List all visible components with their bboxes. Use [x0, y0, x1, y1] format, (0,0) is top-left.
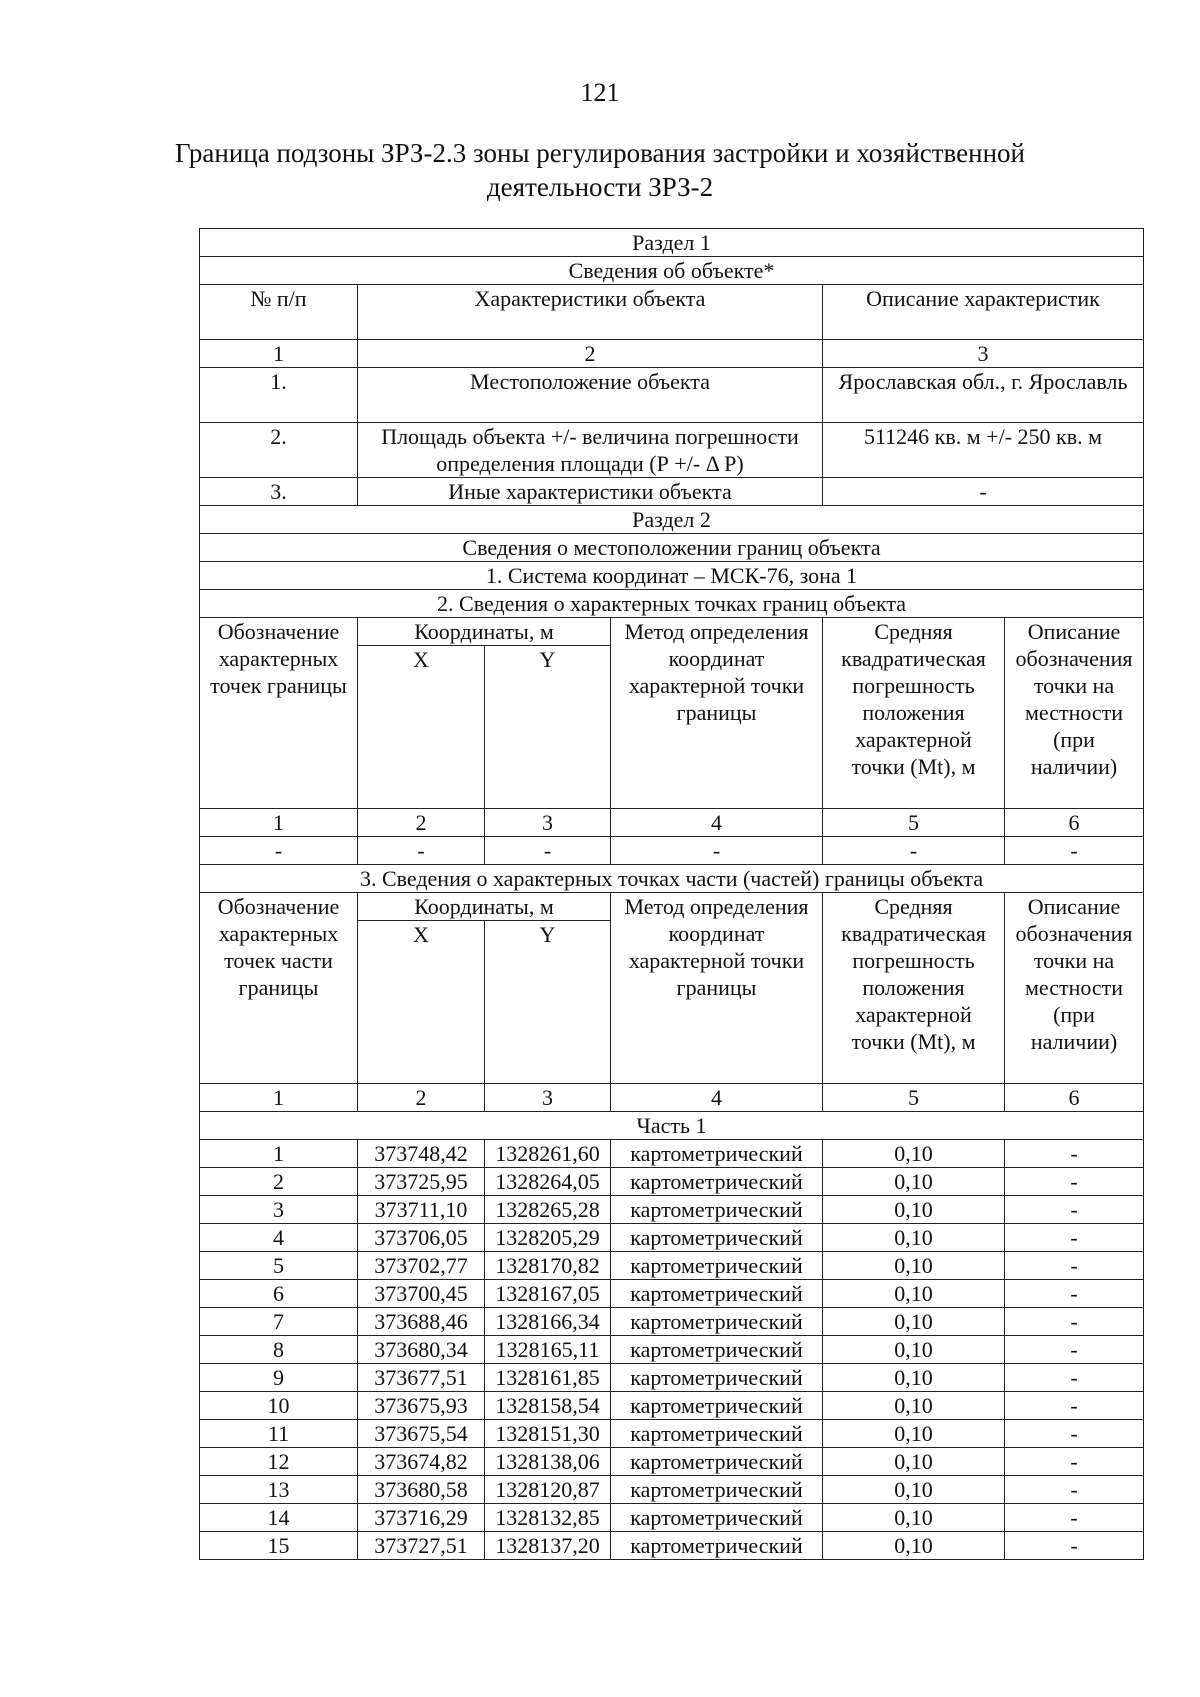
points-col-number: 2	[358, 809, 485, 837]
point-description: -	[1005, 1252, 1144, 1280]
points-col-number: 4	[611, 809, 823, 837]
point-y: 1328265,28	[485, 1196, 611, 1224]
section1-heading: Раздел 1	[200, 229, 1144, 257]
section1-subheading: Сведения об объекте*	[200, 257, 1144, 285]
document-title	[0, 136, 1200, 204]
parts-col-number: 6	[1005, 1084, 1144, 1112]
points-designation-header: Обозначение характерных точек границы	[200, 618, 358, 809]
parts-col-number: 5	[823, 1084, 1005, 1112]
points-x-header: X	[358, 646, 485, 809]
point-mt: 0,10	[823, 1504, 1005, 1532]
point-y: 1328161,85	[485, 1364, 611, 1392]
section2-heading: Раздел 2	[200, 506, 1144, 534]
point-description: -	[1005, 1308, 1144, 1336]
parts-col-number: 4	[611, 1084, 823, 1112]
point-number: 15	[200, 1532, 358, 1560]
point-mt: 0,10	[823, 1532, 1005, 1560]
point-y: 1328167,05	[485, 1280, 611, 1308]
point-y: 1328170,82	[485, 1252, 611, 1280]
parts-description-header: Описание обозначения точки на местности (при наличии)	[1005, 893, 1144, 1084]
point-number: 13	[200, 1476, 358, 1504]
points-heading: 2. Сведения о характерных точках границ объекта	[200, 590, 1144, 618]
parts-coords-header: Координаты, м	[358, 893, 611, 921]
object-row-name: Площадь объекта +/- величина погрешности определения площади (Р +/- Δ Р)	[358, 423, 823, 478]
point-y: 1328158,54	[485, 1392, 611, 1420]
point-description: -	[1005, 1532, 1144, 1560]
point-number: 8	[200, 1336, 358, 1364]
boundary-table	[199, 228, 1144, 1560]
point-number: 4	[200, 1224, 358, 1252]
point-number: 9	[200, 1364, 358, 1392]
col-number-2: 2	[358, 340, 823, 368]
point-description: -	[1005, 1196, 1144, 1224]
point-mt: 0,10	[823, 1280, 1005, 1308]
point-mt: 0,10	[823, 1476, 1005, 1504]
point-mt: 0,10	[823, 1392, 1005, 1420]
point-x: 373716,29	[358, 1504, 485, 1532]
point-x: 373675,54	[358, 1420, 485, 1448]
point-method: картометрический	[611, 1364, 823, 1392]
point-description: -	[1005, 1364, 1144, 1392]
title-line-2: деятельности ЗРЗ-2	[486, 172, 714, 202]
point-y: 1328166,34	[485, 1308, 611, 1336]
point-y: 1328261,60	[485, 1140, 611, 1168]
point-method: картометрический	[611, 1504, 823, 1532]
point-mt: 0,10	[823, 1364, 1005, 1392]
point-method: картометрический	[611, 1336, 823, 1364]
point-description: -	[1005, 1168, 1144, 1196]
point-method: картометрический	[611, 1196, 823, 1224]
points-col-number: 1	[200, 809, 358, 837]
point-method: картометрический	[611, 1392, 823, 1420]
object-row-name: Местоположение объекта	[358, 368, 823, 423]
parts-x-header: X	[358, 921, 485, 1084]
point-method: картометрический	[611, 1420, 823, 1448]
object-row-number: 2.	[200, 423, 358, 478]
points-y-header: Y	[485, 646, 611, 809]
point-description: -	[1005, 1476, 1144, 1504]
object-row-value: Ярославская обл., г. Ярославль	[823, 368, 1144, 423]
section2-subheading: Сведения о местоположении границ объекта	[200, 534, 1144, 562]
point-x: 373725,95	[358, 1168, 485, 1196]
point-description: -	[1005, 1140, 1144, 1168]
object-row-number: 1.	[200, 368, 358, 423]
point-mt: 0,10	[823, 1196, 1005, 1224]
point-mt: 0,10	[823, 1168, 1005, 1196]
points-coords-header: Координаты, м	[358, 618, 611, 646]
parts-col-number: 3	[485, 1084, 611, 1112]
point-x: 373674,82	[358, 1448, 485, 1476]
point-description: -	[1005, 1448, 1144, 1476]
parts-col-number: 1	[200, 1084, 358, 1112]
point-method: картометрический	[611, 1168, 823, 1196]
point-x: 373700,45	[358, 1280, 485, 1308]
point-y: 1328120,87	[485, 1476, 611, 1504]
object-row-value: 511246 кв. м +/- 250 кв. м	[823, 423, 1144, 478]
point-x: 373680,34	[358, 1336, 485, 1364]
point-mt: 0,10	[823, 1252, 1005, 1280]
point-y: 1328165,11	[485, 1336, 611, 1364]
point-method: картометрический	[611, 1280, 823, 1308]
parts-error-header: Средняя квадратическая погрешность положения характерной точки (Mt), м	[823, 893, 1005, 1084]
point-mt: 0,10	[823, 1420, 1005, 1448]
parts-col-number: 2	[358, 1084, 485, 1112]
point-y: 1328151,30	[485, 1420, 611, 1448]
object-row-value: -	[823, 478, 1144, 506]
point-number: 2	[200, 1168, 358, 1196]
point-mt: 0,10	[823, 1308, 1005, 1336]
point-method: картометрический	[611, 1308, 823, 1336]
object-row-number: 3.	[200, 478, 358, 506]
points-method-header: Метод определения координат характерной точки границы	[611, 618, 823, 809]
point-x: 373675,93	[358, 1392, 485, 1420]
point-x: 373680,58	[358, 1476, 485, 1504]
points-empty-cell: -	[485, 837, 611, 865]
page-number: 121	[580, 78, 620, 107]
point-method: картометрический	[611, 1140, 823, 1168]
points-error-header: Средняя квадратическая погрешность положения характерной точки (Mt), м	[823, 618, 1005, 809]
point-x: 373748,42	[358, 1140, 485, 1168]
point-y: 1328264,05	[485, 1168, 611, 1196]
point-method: картометрический	[611, 1476, 823, 1504]
point-x: 373688,46	[358, 1308, 485, 1336]
point-description: -	[1005, 1420, 1144, 1448]
part-label: Часть 1	[200, 1112, 1144, 1140]
point-number: 7	[200, 1308, 358, 1336]
point-x: 373702,77	[358, 1252, 485, 1280]
points-empty-cell: -	[1005, 837, 1144, 865]
point-number: 6	[200, 1280, 358, 1308]
points-col-number: 6	[1005, 809, 1144, 837]
points-empty-cell: -	[358, 837, 485, 865]
point-number: 14	[200, 1504, 358, 1532]
col-number-3: 3	[823, 340, 1144, 368]
parts-designation-header: Обозначение характерных точек части границы	[200, 893, 358, 1084]
points-empty-cell: -	[611, 837, 823, 865]
point-mt: 0,10	[823, 1448, 1005, 1476]
points-col-number: 5	[823, 809, 1005, 837]
point-method: картометрический	[611, 1448, 823, 1476]
col-header-description: Описание характеристик	[823, 285, 1144, 340]
point-description: -	[1005, 1392, 1144, 1420]
point-y: 1328205,29	[485, 1224, 611, 1252]
points-col-number: 3	[485, 809, 611, 837]
point-mt: 0,10	[823, 1140, 1005, 1168]
parts-method-header: Метод определения координат характерной точки границы	[611, 893, 823, 1084]
point-description: -	[1005, 1336, 1144, 1364]
point-x: 373677,51	[358, 1364, 485, 1392]
parts-y-header: Y	[485, 921, 611, 1084]
point-x: 373706,05	[358, 1224, 485, 1252]
point-method: картометрический	[611, 1252, 823, 1280]
col-number-1: 1	[200, 340, 358, 368]
object-row-name: Иные характеристики объекта	[358, 478, 823, 506]
point-number: 11	[200, 1420, 358, 1448]
parts-heading: 3. Сведения о характерных точках части (частей) границы объекта	[200, 865, 1144, 893]
points-empty-cell: -	[200, 837, 358, 865]
col-header-characteristics: Характеристики объекта	[358, 285, 823, 340]
point-y: 1328138,06	[485, 1448, 611, 1476]
point-number: 3	[200, 1196, 358, 1224]
title-line-1: Граница подзоны ЗРЗ-2.3 зоны регулирования застройки и хозяйственной	[175, 138, 1025, 168]
point-y: 1328137,20	[485, 1532, 611, 1560]
point-description: -	[1005, 1224, 1144, 1252]
points-description-header: Описание обозначения точки на местности (при наличии)	[1005, 618, 1144, 809]
point-number: 10	[200, 1392, 358, 1420]
point-number: 1	[200, 1140, 358, 1168]
points-empty-cell: -	[823, 837, 1005, 865]
col-header-number: № п/п	[200, 285, 358, 340]
point-mt: 0,10	[823, 1224, 1005, 1252]
point-method: картометрический	[611, 1532, 823, 1560]
point-y: 1328132,85	[485, 1504, 611, 1532]
point-method: картометрический	[611, 1224, 823, 1252]
point-x: 373727,51	[358, 1532, 485, 1560]
point-x: 373711,10	[358, 1196, 485, 1224]
coord-system: 1. Система координат – МСК-76, зона 1	[200, 562, 1144, 590]
point-number: 5	[200, 1252, 358, 1280]
point-number: 12	[200, 1448, 358, 1476]
point-description: -	[1005, 1280, 1144, 1308]
point-mt: 0,10	[823, 1336, 1005, 1364]
point-description: -	[1005, 1504, 1144, 1532]
